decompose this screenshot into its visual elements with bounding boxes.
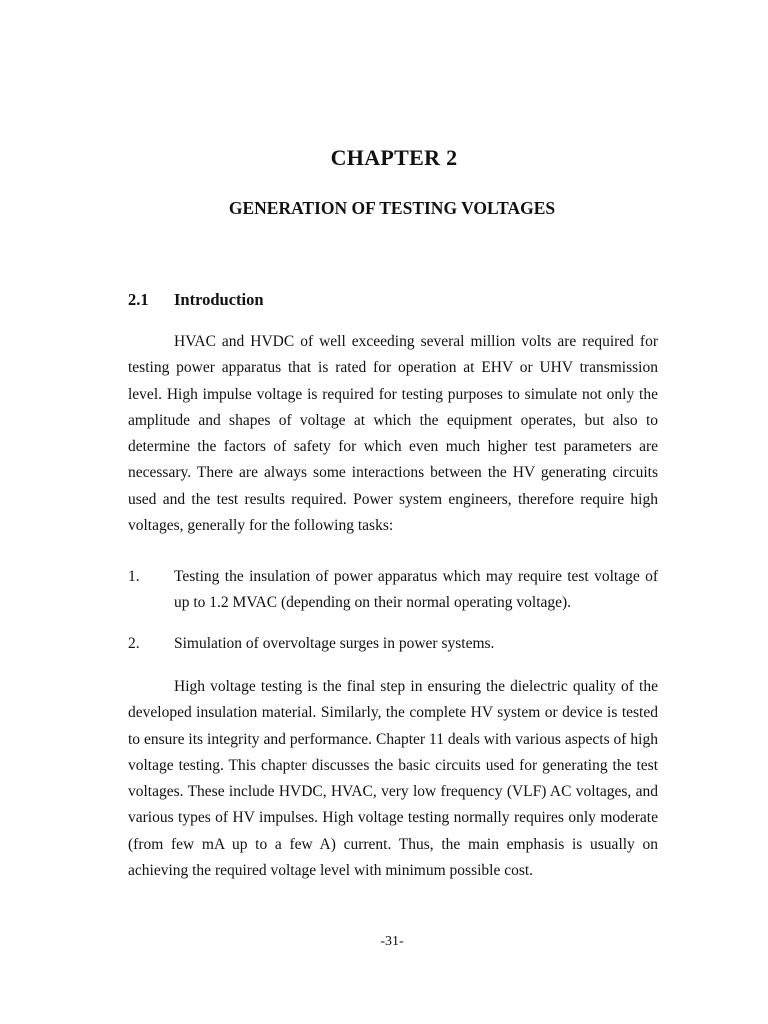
list-item-text: Testing the insulation of power apparatus which may require test voltage of up to 1.2 MVAC (depending on their normal operating voltage). bbox=[174, 568, 658, 612]
intro-paragraph: HVAC and HVDC of well exceeding several million volts are required for testing power apparatus that is rated for operation at EHV or UHV transmission level. High impulse voltage is required for testing purposes to simulate not only the amplitude and shapes of voltage at which the equipment operates, but also to determine the factors of safety for which even much higher test parameters are necessary. There are always some interactions between the HV generating circuits used and the test results required. Power system engineers, therefore require high voltages, generally for the following tasks: bbox=[128, 333, 658, 535]
section-number: 2.1 bbox=[128, 290, 149, 309]
list-item-text: Simulation of overvoltage surges in power systems. bbox=[174, 635, 495, 652]
chapter-subtitle: GENERATION OF TESTING VOLTAGES bbox=[228, 198, 556, 218]
page-number: -31- bbox=[380, 934, 404, 949]
section-heading bbox=[128, 290, 264, 310]
list-item-number: 1. bbox=[128, 568, 140, 585]
section-title: Introduction bbox=[174, 290, 264, 309]
closing-paragraph: High voltage testing is the final step in ensuring the dielectric quality of the developed insulation material. Similarly, the complete HV system or device is tested to ensure its integrity and performance. Chapter 11 deals with various aspects of high voltage testing. This chapter discusses the basic circuits used for generating the test voltages. These include HVDC, HVAC, very low frequency (VLF) AC voltages, and various types of HV impulses. High voltage testing normally requires only moderate (from few mA up to a few A) current. Thus, the main emphasis is usually on achieving the required voltage level with minimum possible cost. bbox=[128, 678, 658, 880]
list-item-number: 2. bbox=[128, 635, 140, 652]
chapter-title: CHAPTER 2 bbox=[330, 145, 458, 170]
list-item bbox=[128, 631, 658, 657]
list-item bbox=[128, 564, 658, 617]
